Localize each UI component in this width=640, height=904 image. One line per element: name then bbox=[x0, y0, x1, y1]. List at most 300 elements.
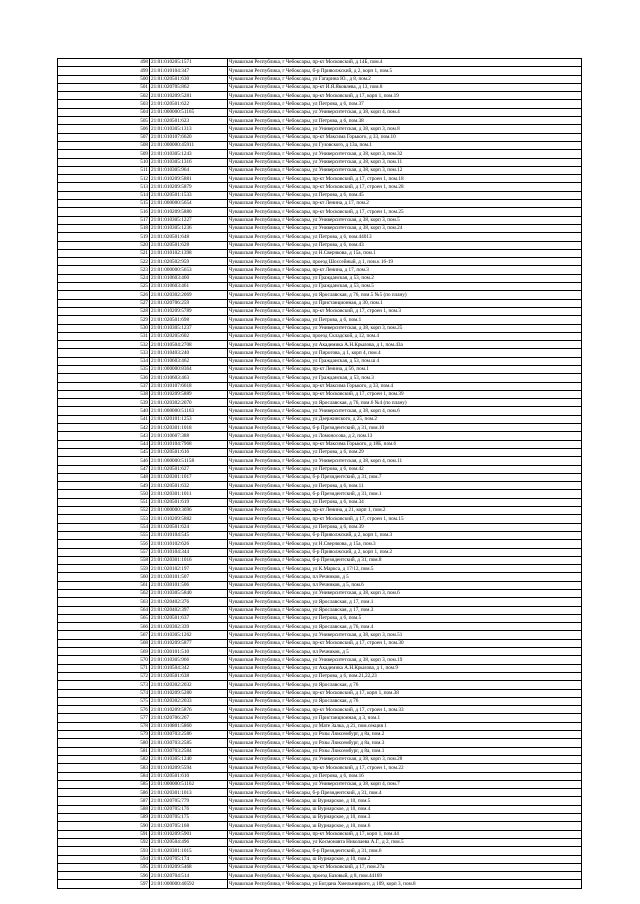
table-row bbox=[58, 100, 582, 108]
row-number-cell: 528 bbox=[58, 307, 150, 315]
cadastral-number-cell: 21:01:010209:5901 bbox=[150, 830, 228, 838]
table-row bbox=[58, 606, 582, 614]
cadastral-number-cell: 21:01:020402:397 bbox=[150, 606, 228, 614]
address-cell: Чувашская Республика, г Чебоксары, б-р Приволжский, д 2, корп 1, пом.2 bbox=[228, 548, 582, 556]
table-row bbox=[58, 847, 582, 855]
table-row bbox=[58, 424, 582, 432]
cadastral-number-cell: 21:01:000000:5654 bbox=[150, 200, 228, 208]
table-row bbox=[58, 216, 582, 224]
table-row bbox=[58, 274, 582, 282]
cadastral-number-cell: 21:01:000000:51165 bbox=[150, 108, 228, 116]
table-row bbox=[58, 108, 582, 116]
address-cell: Чувашская Республика, г Чебоксары, ул Петрова, д 6, пом.44013 bbox=[228, 233, 582, 241]
cadastral-number-cell: 21:01:000000:5653 bbox=[150, 266, 228, 274]
table-row bbox=[58, 598, 582, 606]
table-row bbox=[58, 75, 582, 83]
cadastral-number-cell: 21:01:000000:51163 bbox=[150, 407, 228, 415]
table-row bbox=[58, 133, 582, 141]
cadastral-number-cell: 21:01:020501:622 bbox=[150, 100, 228, 108]
table-row bbox=[58, 448, 582, 456]
row-number-cell: 511 bbox=[58, 166, 150, 174]
table-row bbox=[58, 855, 582, 863]
cadastral-number-cell: 21:01:020501:616 bbox=[150, 448, 228, 456]
cadastral-number-cell: 21:01:010801:5860 bbox=[150, 722, 228, 730]
cadastral-number-cell: 21:01:010209:5876 bbox=[150, 706, 228, 714]
row-number-cell: 585 bbox=[58, 780, 150, 788]
address-cell: Чувашская Республика, г Чебоксары, ул Петрова, д 6, пом.45 bbox=[228, 191, 582, 199]
table-row bbox=[58, 191, 582, 199]
address-cell: Чувашская Республика, г Чебоксары, ш Вурнарское, д 10, пом.4 bbox=[228, 805, 582, 813]
cadastral-number-cell: 21:01:010104:344 bbox=[150, 548, 228, 556]
row-number-cell: 507 bbox=[58, 133, 150, 141]
address-cell: Чувашская Республика, г Чебоксары, ул Университетская, д 38, корп 4, пом.6 bbox=[228, 407, 582, 415]
row-number-cell: 563 bbox=[58, 598, 150, 606]
table-row bbox=[58, 440, 582, 448]
cadastral-number-cell: 21:01:020301:1015 bbox=[150, 847, 228, 855]
cadastral-number-cell: 21:01:010209:5881 bbox=[150, 175, 228, 183]
table-row bbox=[58, 249, 582, 257]
table-row bbox=[58, 175, 582, 183]
row-number-cell: 522 bbox=[58, 258, 150, 266]
address-cell: Чувашская Республика, г Чебоксары, ул Гражданская, д 53, пом.2 bbox=[228, 274, 582, 282]
table-row bbox=[58, 789, 582, 797]
cadastral-number-cell: 21:01:010403:240 bbox=[150, 349, 228, 357]
row-number-cell: 538 bbox=[58, 390, 150, 398]
row-number-cell: 506 bbox=[58, 125, 150, 133]
cadastral-number-cell: 21:01:020102:197 bbox=[150, 565, 228, 573]
table-row bbox=[58, 457, 582, 465]
address-cell: Чувашская Республика, г Чебоксары, ул Богдана Хмельницкого, д 109, корп 3, пом.8 bbox=[228, 880, 582, 888]
table-row bbox=[58, 200, 582, 208]
table-row bbox=[58, 349, 582, 357]
row-number-cell: 587 bbox=[58, 797, 150, 805]
table-row bbox=[58, 515, 582, 523]
row-number-cell: 525 bbox=[58, 283, 150, 291]
row-number-cell: 533 bbox=[58, 349, 150, 357]
cadastral-number-cell: 21:01:020301:1013 bbox=[150, 789, 228, 797]
address-cell: Чувашская Республика, г Чебоксары, ул Ярославская, д 76, пом.5 №5 (по плану) bbox=[228, 291, 582, 299]
table-row bbox=[58, 365, 582, 373]
address-cell: Чувашская Республика, г Чебоксары, ул Мате Залка, д 21, пом.секция 1 bbox=[228, 722, 582, 730]
address-cell: Чувашская Республика, г Чебоксары, ш Вурнарское, д 10, пом.2 bbox=[228, 855, 582, 863]
table-row bbox=[58, 739, 582, 747]
cadastral-number-cell: 21:01:010209:5280 bbox=[150, 689, 228, 697]
row-number-cell: 590 bbox=[58, 822, 150, 830]
row-number-cell: 514 bbox=[58, 191, 150, 199]
row-number-cell: 560 bbox=[58, 573, 150, 581]
cadastral-number-cell: 21:01:010603:460 bbox=[150, 274, 228, 282]
cadastral-number-cell: 21:01:010209:5789 bbox=[150, 307, 228, 315]
table-row bbox=[58, 697, 582, 705]
address-cell: Чувашская Республика, г Чебоксары, ул Петрова, д 6, пом.39 bbox=[228, 523, 582, 531]
table-row bbox=[58, 465, 582, 473]
row-number-cell: 543 bbox=[58, 432, 150, 440]
cadastral-number-cell: 21:01:020501:1533 bbox=[150, 191, 228, 199]
table-row bbox=[58, 374, 582, 382]
address-cell: Чувашская Республика, г Чебоксары, пр-кт Московский, д 17, строен 1, пом.33 bbox=[228, 706, 582, 714]
address-cell: Чувашская Республика, г Чебоксары, ул Ярославская, д 76 bbox=[228, 697, 582, 705]
table-row bbox=[58, 482, 582, 490]
address-cell: Чувашская Республика, г Чебоксары, ул Петрова, д 6, пом.38 bbox=[228, 117, 582, 125]
address-cell: Чувашская Республика, г Чебоксары, пл Речников, д 5 bbox=[228, 648, 582, 656]
cadastral-number-cell: 21:01:010305:966 bbox=[150, 656, 228, 664]
row-number-cell: 578 bbox=[58, 722, 150, 730]
cadastral-number-cell: 21:01:020704:514 bbox=[150, 872, 228, 880]
table-row bbox=[58, 573, 582, 581]
cadastral-number-cell: 21:01:020705:176 bbox=[150, 805, 228, 813]
row-number-cell: 588 bbox=[58, 805, 150, 813]
cadastral-number-cell: 21:01:010504:2708 bbox=[150, 341, 228, 349]
address-cell: Чувашская Республика, г Чебоксары, б-р Приволжский, д 2, корп 1, пом.3 bbox=[228, 531, 582, 539]
cadastral-number-cell: 21:01:000000:3696 bbox=[150, 507, 228, 515]
row-number-cell: 582 bbox=[58, 755, 150, 763]
row-number-cell: 518 bbox=[58, 224, 150, 232]
table-row bbox=[58, 548, 582, 556]
row-number-cell: 517 bbox=[58, 216, 150, 224]
address-cell: Чувашская Республика, г Чебоксары, ш Вурнарское, д 10, пом.6 bbox=[228, 822, 582, 830]
address-cell: Чувашская Республика, г Чебоксары, ул Университетская, д 38, корп 3, пом.32 bbox=[228, 150, 582, 158]
address-cell: Чувашская Республика, г Чебоксары, ул Ломоносова, д 2, пом.13 bbox=[228, 432, 582, 440]
table-row bbox=[58, 415, 582, 423]
cadastral-number-cell: 21:01:010209:5882 bbox=[150, 515, 228, 523]
table-row bbox=[58, 208, 582, 216]
row-number-cell: 597 bbox=[58, 880, 150, 888]
table-row bbox=[58, 556, 582, 564]
row-number-cell: 505 bbox=[58, 117, 150, 125]
address-cell: Чувашская Республика, г Чебоксары, ул Академика А.Н.Крылова, д 1, пом.9 bbox=[228, 664, 582, 672]
table-row bbox=[58, 814, 582, 822]
row-number-cell: 513 bbox=[58, 183, 150, 191]
cadastral-number-cell: 21:01:020706:267 bbox=[150, 714, 228, 722]
cadastral-number-cell: 21:01:010305:1243 bbox=[150, 150, 228, 158]
address-cell: Чувашская Республика, г Чебоксары, пр-кт Ленина, д 17, пом.3 bbox=[228, 266, 582, 274]
row-number-cell: 526 bbox=[58, 291, 150, 299]
table-row bbox=[58, 125, 582, 133]
table-row bbox=[58, 432, 582, 440]
address-cell: Чувашская Республика, г Чебоксары, ул Ярославская, д 17, пом.1 bbox=[228, 598, 582, 606]
row-number-cell: 539 bbox=[58, 399, 150, 407]
cadastral-number-cell: 21:01:020302:2070 bbox=[150, 399, 228, 407]
row-number-cell: 594 bbox=[58, 855, 150, 863]
table-row bbox=[58, 805, 582, 813]
address-cell: Чувашская Республика, г Чебоксары, ул Петрова, д 6, пом.37 bbox=[228, 100, 582, 108]
row-number-cell: 536 bbox=[58, 374, 150, 382]
address-cell: Чувашская Республика, г Чебоксары, пр-кт Московский, д 17, строен 1, пом.28 bbox=[228, 183, 582, 191]
table-row bbox=[58, 531, 582, 539]
cadastral-number-cell: 21:01:020402:376 bbox=[150, 598, 228, 606]
address-cell: Чувашская Республика, г Чебоксары, ул Петрова, д 6, пом.11 bbox=[228, 482, 582, 490]
row-number-cell: 591 bbox=[58, 830, 150, 838]
address-cell: Чувашская Республика, г Чебоксары, ул Дзержинского, д 25, пом.2 bbox=[228, 415, 582, 423]
table-row bbox=[58, 390, 582, 398]
address-cell: Чувашская Республика, г Чебоксары, ул Университетская, д 38, корп 3, пом.8 bbox=[228, 125, 582, 133]
address-cell: Чувашская Республика, г Чебоксары, ул Петрова, д 6, пом.29 bbox=[228, 448, 582, 456]
row-number-cell: 547 bbox=[58, 465, 150, 473]
table-row bbox=[58, 316, 582, 324]
address-cell: Чувашская Республика, г Чебоксары, ул Гагарина Ю., д 8, пом.2 bbox=[228, 75, 582, 83]
row-number-cell: 552 bbox=[58, 507, 150, 515]
cadastral-number-cell: 21:01:000000:51158 bbox=[150, 457, 228, 465]
address-cell: Чувашская Республика, г Чебоксары, ул К.Маркса, д 17/12, пом.5 bbox=[228, 565, 582, 573]
cadastral-number-cell: 21:01:030703:2586 bbox=[150, 731, 228, 739]
cadastral-number-cell: 21:01:010305:1227 bbox=[150, 216, 228, 224]
address-cell: Чувашская Республика, г Чебоксары, ул Ярославская, д 76, пом.4 bbox=[228, 623, 582, 631]
table-row bbox=[58, 341, 582, 349]
row-number-cell: 579 bbox=[58, 731, 150, 739]
cadastral-number-cell: 21:01:020501:624 bbox=[150, 523, 228, 531]
table-row bbox=[58, 266, 582, 274]
cadastral-number-cell: 21:01:030703:2585 bbox=[150, 739, 228, 747]
table-row bbox=[58, 722, 582, 730]
row-number-cell: 527 bbox=[58, 299, 150, 307]
address-cell: Чувашская Республика, г Чебоксары, ул Пирогова, д 1, корп 4, пом.4 bbox=[228, 349, 582, 357]
address-cell: Чувашская Республика, г Чебоксары, пр-кт Московский, д 17, строен 1, пом.22 bbox=[228, 764, 582, 772]
address-cell: Чувашская Республика, г Чебоксары, ул Университетская, д 38, корп 3, пом.51 bbox=[228, 631, 582, 639]
table-row bbox=[58, 822, 582, 830]
row-number-cell: 503 bbox=[58, 100, 150, 108]
row-number-cell: 516 bbox=[58, 208, 150, 216]
table-row bbox=[58, 540, 582, 548]
table-row bbox=[58, 623, 582, 631]
cadastral-number-cell: 21:01:020205:602 bbox=[150, 332, 228, 340]
table-row bbox=[58, 92, 582, 100]
row-number-cell: 555 bbox=[58, 531, 150, 539]
cadastral-number-cell: 21:01:020705:174 bbox=[150, 855, 228, 863]
table-row bbox=[58, 631, 582, 639]
row-number-cell: 596 bbox=[58, 872, 150, 880]
cadastral-number-cell: 21:01:020302:2069 bbox=[150, 291, 228, 299]
address-cell: Чувашская Республика, г Чебоксары, пр-кт Московский, д 17, строен 1, пом.25 bbox=[228, 208, 582, 216]
row-number-cell: 508 bbox=[58, 141, 150, 149]
address-cell: Чувашская Республика, г Чебоксары, б-р Президентский, д 31, пом.1 bbox=[228, 490, 582, 498]
address-cell: Чувашская Республика, г Чебоксары, пр-кт Московский, д 17, корп 1, пом.38 bbox=[228, 689, 582, 697]
address-cell: Чувашская Республика, г Чебоксары, ул Университетская, д 38, корп 3, пом.5 bbox=[228, 216, 582, 224]
cadastral-number-cell: 21:01:010305:1237 bbox=[150, 324, 228, 332]
row-number-cell: 574 bbox=[58, 689, 150, 697]
row-number-cell: 556 bbox=[58, 540, 150, 548]
address-cell: Чувашская Республика, г Чебоксары, ул Университетская, д 38, корп 3, пом.28 bbox=[228, 755, 582, 763]
table-row bbox=[58, 581, 582, 589]
table-row bbox=[58, 614, 582, 622]
row-number-cell: 512 bbox=[58, 175, 150, 183]
row-number-cell: 504 bbox=[58, 108, 150, 116]
row-number-cell: 586 bbox=[58, 789, 150, 797]
address-cell: Чувашская Республика, г Чебоксары, пр-кт Ленина, д 17, пом.2 bbox=[228, 200, 582, 208]
row-number-cell: 519 bbox=[58, 233, 150, 241]
table-row bbox=[58, 656, 582, 664]
cadastral-number-cell: 21:01:020301:1011 bbox=[150, 490, 228, 498]
table-row bbox=[58, 797, 582, 805]
address-cell: Чувашская Республика, г Чебоксары, ул Петрова, д 6, пом.21,22,23 bbox=[228, 672, 582, 680]
cadastral-number-cell: 21:01:010305:964 bbox=[150, 166, 228, 174]
row-number-cell: 565 bbox=[58, 614, 150, 622]
address-cell: Чувашская Республика, г Чебоксары, ул Гражданская, д 53, пом.5 bbox=[228, 283, 582, 291]
cadastral-number-cell: 21:01:020501:627 bbox=[150, 465, 228, 473]
table-row bbox=[58, 772, 582, 780]
row-number-cell: 559 bbox=[58, 565, 150, 573]
table-row bbox=[58, 863, 582, 871]
table-row bbox=[58, 838, 582, 846]
table-row bbox=[58, 241, 582, 249]
row-number-cell: 520 bbox=[58, 241, 150, 249]
address-cell: Чувашская Республика, г Чебоксары, ул Университетская, д 38, корп 3, пом.24 bbox=[228, 224, 582, 232]
address-cell: Чувашская Республика, г Чебоксары, ул Пристанционная, д 30, пом.1 bbox=[228, 299, 582, 307]
row-number-cell: 550 bbox=[58, 490, 150, 498]
address-cell: Чувашская Республика, г Чебоксары, ул Ярославская, д 76 bbox=[228, 681, 582, 689]
row-number-cell: 583 bbox=[58, 764, 150, 772]
cadastral-number-cell: 21:01:020302:2032 bbox=[150, 681, 228, 689]
table-row bbox=[58, 258, 582, 266]
cadastral-number-cell: 21:01:020501:698 bbox=[150, 316, 228, 324]
table-row bbox=[58, 141, 582, 149]
table-row bbox=[58, 332, 582, 340]
address-cell: Чувашская Республика, г Чебоксары, ул Университетская, д 38, корп 3, пом.11 bbox=[228, 158, 582, 166]
cadastral-number-cell: 21:01:010603:463 bbox=[150, 374, 228, 382]
cadastral-number-cell: 21:01:010205:1571 bbox=[150, 59, 228, 67]
cadastral-number-cell: 21:01:010305:1316 bbox=[150, 158, 228, 166]
address-cell: Чувашская Республика, г Чебоксары, б-р Президентский, д 31, пом.10 bbox=[228, 424, 582, 432]
table-row bbox=[58, 166, 582, 174]
cadastral-number-cell: 21:01:020101:1253 bbox=[150, 415, 228, 423]
cadastral-number-cell: 21:01:010504:342 bbox=[150, 664, 228, 672]
row-number-cell: 502 bbox=[58, 92, 150, 100]
table-row bbox=[58, 158, 582, 166]
table-row bbox=[58, 664, 582, 672]
cadastral-number-cell: 21:01:010209:5468 bbox=[150, 863, 228, 871]
table-row bbox=[58, 755, 582, 763]
cadastral-number-cell: 21:01:020501:648 bbox=[150, 233, 228, 241]
row-number-cell: 548 bbox=[58, 473, 150, 481]
address-cell: Чувашская Республика, г Чебоксары, ул Ярославская, д 76, пом.6 №4 (по плану) bbox=[228, 399, 582, 407]
table-row bbox=[58, 880, 582, 888]
row-number-cell: 509 bbox=[58, 150, 150, 158]
table-row bbox=[58, 639, 582, 647]
address-cell: Чувашская Республика, г Чебоксары, пл Речников, д 5, пом.6 bbox=[228, 581, 582, 589]
address-cell: Чувашская Республика, г Чебоксары, пр-кт Московский, д 17, строен 1, пом.39 bbox=[228, 390, 582, 398]
table-row bbox=[58, 731, 582, 739]
address-cell: Чувашская Республика, г Чебоксары, ул Н.Сверчкова, д 15а, пом.3 bbox=[228, 540, 582, 548]
row-number-cell: 545 bbox=[58, 448, 150, 456]
row-number-cell: 553 bbox=[58, 515, 150, 523]
address-cell: Чувашская Республика, г Чебоксары, ул Пристанционная, д 3, пом.1 bbox=[228, 714, 582, 722]
address-cell: Чувашская Республика, г Чебоксары, б-р Президентский, д 31, пом.8 bbox=[228, 556, 582, 564]
table-row bbox=[58, 357, 582, 365]
cadastral-number-cell: 21:01:010305:1236 bbox=[150, 224, 228, 232]
cadastral-number-cell: 21:01:020301:1018 bbox=[150, 424, 228, 432]
row-number-cell: 568 bbox=[58, 639, 150, 647]
row-number-cell: 521 bbox=[58, 249, 150, 257]
cadastral-number-cell: 21:01:020501:637 bbox=[150, 614, 228, 622]
row-number-cell: 546 bbox=[58, 457, 150, 465]
cadastral-number-cell: 21:01:010305:1240 bbox=[150, 755, 228, 763]
cadastral-number-cell: 21:01:010102:626 bbox=[150, 540, 228, 548]
row-number-cell: 573 bbox=[58, 681, 150, 689]
cadastral-number-cell: 21:01:020501:610 bbox=[150, 772, 228, 780]
row-number-cell: 557 bbox=[58, 548, 150, 556]
address-cell: Чувашская Республика, г Чебоксары, проезд Базовый, д 8, пом.44169 bbox=[228, 872, 582, 880]
table-row bbox=[58, 689, 582, 697]
table-row bbox=[58, 67, 582, 75]
row-number-cell: 510 bbox=[58, 158, 150, 166]
row-number-cell: 593 bbox=[58, 847, 150, 855]
address-cell: Чувашская Республика, г Чебоксары, пр-кт Московский, д 17, строен 1, пом.3 bbox=[228, 307, 582, 315]
address-cell: Чувашская Республика, г Чебоксары, ул Университетская, д 38, корп 4, пом.4 bbox=[228, 108, 582, 116]
cadastral-number-cell: 21:01:010305:1313 bbox=[150, 125, 228, 133]
address-cell: Чувашская Республика, г Чебоксары, ул Ярославская, д 17, пом.3 bbox=[228, 606, 582, 614]
table-row bbox=[58, 150, 582, 158]
property-registry-table bbox=[57, 58, 582, 889]
table-row bbox=[58, 764, 582, 772]
cadastral-number-cell: 21:01:020705:175 bbox=[150, 814, 228, 822]
table-row bbox=[58, 324, 582, 332]
table-row bbox=[58, 523, 582, 531]
address-cell: Чувашская Республика, г Чебоксары, ул Гражданская, д 53, пом.3 bbox=[228, 374, 582, 382]
address-cell: Чувашская Республика, г Чебоксары, ул Петрова, д 6, пом.1 bbox=[228, 316, 582, 324]
table-row bbox=[58, 291, 582, 299]
address-cell: Чувашская Республика, г Чебоксары, пр-кт Московский, д 17, пом.27а bbox=[228, 863, 582, 871]
address-cell: Чувашская Республика, г Чебоксары, ул Гражданская, д 53, пом.ш 4 bbox=[228, 357, 582, 365]
address-cell: Чувашская Республика, г Чебоксары, пр-кт Московский, д 17, строен 1, пом.15 bbox=[228, 515, 582, 523]
cadastral-number-cell: 21:01:000000:45911 bbox=[150, 141, 228, 149]
row-number-cell: 580 bbox=[58, 739, 150, 747]
address-cell: Чувашская Республика, г Чебоксары, ул Университетская, д 38, корп 4, пом.11 bbox=[228, 457, 582, 465]
row-number-cell: 500 bbox=[58, 75, 150, 83]
row-number-cell: 569 bbox=[58, 648, 150, 656]
table-row bbox=[58, 498, 582, 506]
row-number-cell: 554 bbox=[58, 523, 150, 531]
cadastral-number-cell: 21:01:020301:1017 bbox=[150, 473, 228, 481]
address-cell: Чувашская Республика, г Чебоксары, пр-кт Максима Горького, д 18Б, пом.6 bbox=[228, 440, 582, 448]
table-row bbox=[58, 714, 582, 722]
cadastral-number-cell: 21:01:020501:630 bbox=[150, 75, 228, 83]
address-cell: Чувашская Республика, г Чебоксары, ул Университетская, д 38, корп 3, пом.25 bbox=[228, 324, 582, 332]
address-cell: Чувашская Республика, г Чебоксары, ш Вурнарское, д 10, пом.3 bbox=[228, 814, 582, 822]
table-row bbox=[58, 872, 582, 880]
address-cell: Чувашская Республика, г Чебоксары, пр-кт Ленина, д 56, пом.1 bbox=[228, 365, 582, 373]
row-number-cell: 499 bbox=[58, 67, 150, 75]
row-number-cell: 562 bbox=[58, 590, 150, 598]
table-row bbox=[58, 507, 582, 515]
cadastral-number-cell: 21:01:020706:259 bbox=[150, 299, 228, 307]
row-number-cell: 589 bbox=[58, 814, 150, 822]
cadastral-number-cell: 21:01:010209:5594 bbox=[150, 764, 228, 772]
address-cell: Чувашская Республика, г Чебоксары, пр-кт Ленина, д 21, корп 1, пом.2 bbox=[228, 507, 582, 515]
cadastral-number-cell: 21:01:010209:5877 bbox=[150, 639, 228, 647]
cadastral-number-cell: 21:01:020705:168 bbox=[150, 822, 228, 830]
row-number-cell: 567 bbox=[58, 631, 150, 639]
address-cell: Чувашская Республика, г Чебоксары, пр-кт Московский, д 17, корп 1, пом.19 bbox=[228, 92, 582, 100]
table-row bbox=[58, 681, 582, 689]
row-number-cell: 542 bbox=[58, 424, 150, 432]
table-row bbox=[58, 490, 582, 498]
address-cell: Чувашская Республика, г Чебоксары, б-р Президентский, д 31, пом.6 bbox=[228, 847, 582, 855]
address-cell: Чувашская Республика, г Чебоксары, пр-кт Максима Горького, д 33, пом.10 bbox=[228, 133, 582, 141]
cadastral-number-cell: 21:01:030101:506 bbox=[150, 581, 228, 589]
row-number-cell: 540 bbox=[58, 407, 150, 415]
table-row bbox=[58, 672, 582, 680]
address-cell: Чувашская Республика, г Чебоксары, ул Петрова, д 6, пом.34 bbox=[228, 498, 582, 506]
table-row bbox=[58, 283, 582, 291]
document-page bbox=[57, 58, 581, 889]
address-cell: Чувашская Республика, г Чебоксары, ул Университетская, д 38, корп 4, пом.7 bbox=[228, 780, 582, 788]
row-number-cell: 572 bbox=[58, 672, 150, 680]
cadastral-number-cell: 21:01:010607:388 bbox=[150, 432, 228, 440]
cadastral-number-cell: 21:01:020301:1016 bbox=[150, 556, 228, 564]
table-row bbox=[58, 83, 582, 91]
row-number-cell: 564 bbox=[58, 606, 150, 614]
address-cell: Чувашская Республика, г Чебоксары, ул Розы Люксембург, д 8а, пом.1 bbox=[228, 747, 582, 755]
cadastral-number-cell: 21:01:000000:8364 bbox=[150, 365, 228, 373]
